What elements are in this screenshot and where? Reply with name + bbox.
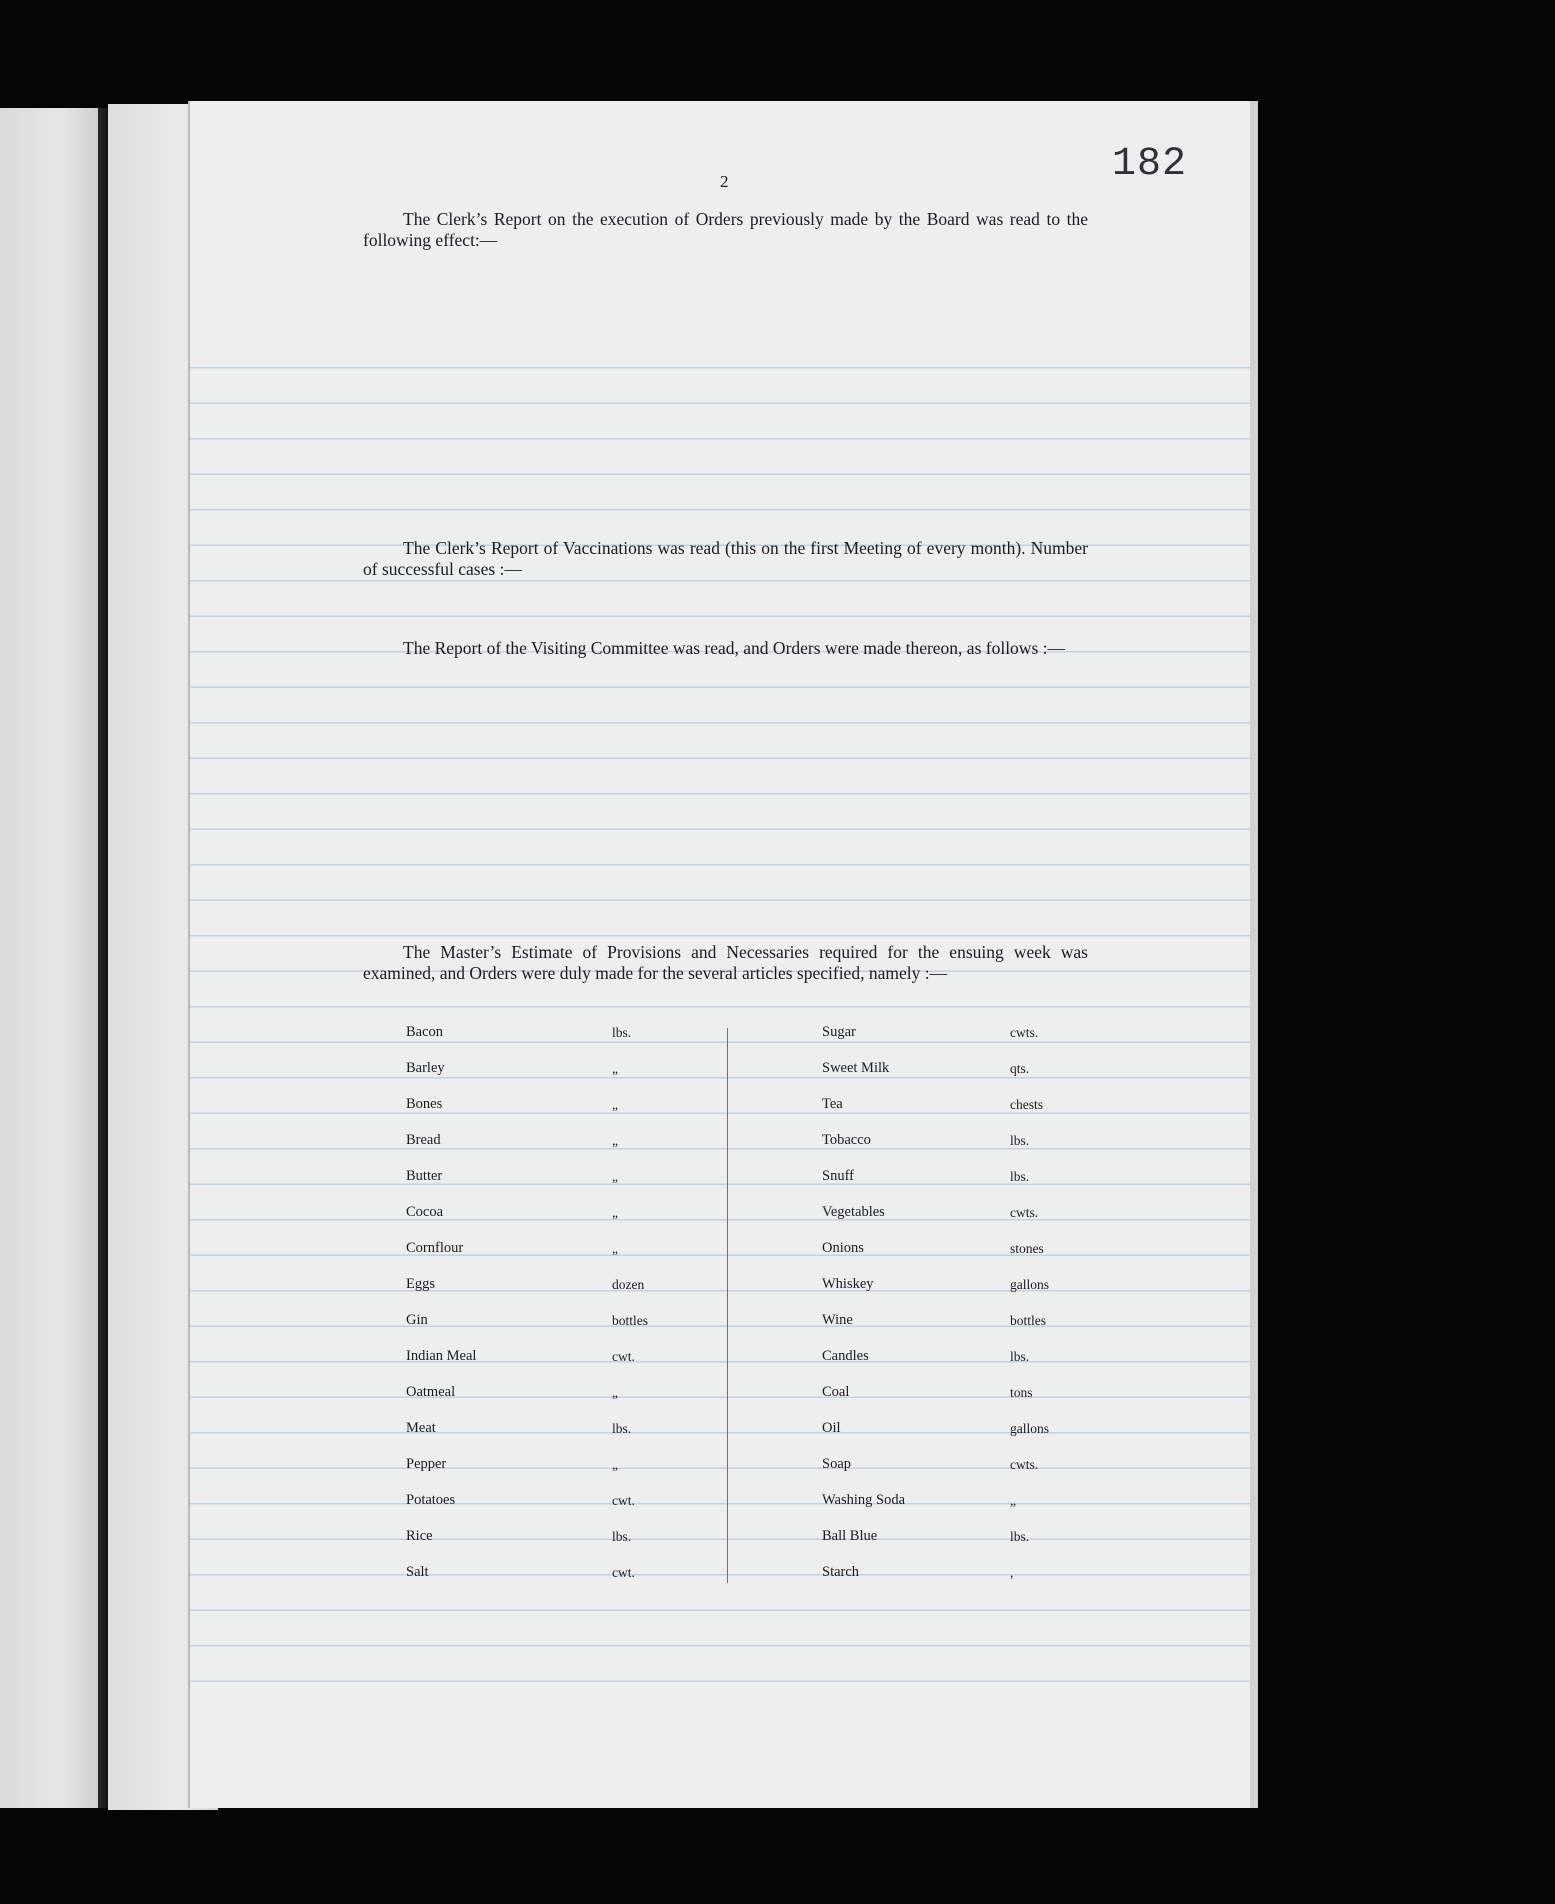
provision-item: Sweet Milk <box>822 1060 890 1076</box>
provision-item: Rice <box>406 1528 433 1544</box>
provision-item: Tobacco <box>822 1132 871 1148</box>
provision-unit: cwt. <box>612 1493 635 1508</box>
clerk-orders-report: The Clerk’s Report on the execution of Orders previously made by the Board was read to the following effect:— <box>363 209 1088 250</box>
provision-unit: „ <box>612 1169 618 1184</box>
provision-unit: lbs. <box>1010 1133 1030 1148</box>
provision-item: Soap <box>822 1456 851 1472</box>
provision-item: Starch <box>822 1564 860 1580</box>
provision-unit: chests <box>1010 1097 1043 1112</box>
provision-item: Indian Meal <box>406 1348 477 1364</box>
provision-unit: bottles <box>612 1313 648 1328</box>
provision-item: Tea <box>822 1096 843 1112</box>
provision-unit: lbs. <box>612 1421 632 1436</box>
provision-unit: gallons <box>1010 1421 1049 1436</box>
provision-unit: gallons <box>1010 1277 1049 1292</box>
provision-item: Salt <box>406 1564 429 1580</box>
page-edge <box>1250 101 1258 1808</box>
provision-item: Pepper <box>406 1456 447 1472</box>
provision-item: Whiskey <box>822 1276 874 1292</box>
provision-item: Butter <box>406 1168 443 1184</box>
provision-item: Oil <box>822 1420 841 1436</box>
provision-item: Cocoa <box>406 1204 444 1220</box>
provision-item: Bones <box>406 1096 443 1112</box>
provision-item: Cornflour <box>406 1240 464 1256</box>
provision-item: Vegetables <box>822 1204 885 1220</box>
provision-item: Bacon <box>406 1024 444 1040</box>
folio-number: 182 <box>1112 142 1188 187</box>
provision-item: Washing Soda <box>822 1492 906 1508</box>
provision-unit: bottles <box>1010 1313 1046 1328</box>
provision-unit: lbs. <box>1010 1529 1030 1544</box>
provision-unit: cwt. <box>612 1349 635 1364</box>
vaccinations-report: The Clerk’s Report of Vaccinations was read (this on the first Meeting of every month). Number of successful cases :— <box>363 538 1088 579</box>
provision-item: Potatoes <box>406 1492 456 1508</box>
provision-unit: „ <box>612 1241 618 1256</box>
book-gutter <box>98 108 108 1808</box>
provision-unit: , <box>1010 1565 1014 1580</box>
provision-unit: dozen <box>612 1277 645 1292</box>
provision-unit: „ <box>612 1385 618 1400</box>
provision-unit: „ <box>612 1133 618 1148</box>
provision-unit: lbs. <box>612 1025 632 1040</box>
provision-unit: tons <box>1010 1385 1033 1400</box>
provision-item: Bread <box>406 1132 441 1148</box>
provision-unit: cwt. <box>612 1565 635 1580</box>
provision-unit: „ <box>612 1457 618 1472</box>
provision-item: Snuff <box>822 1168 854 1184</box>
master-estimate-intro: The Master’s Estimate of Provisions and Necessaries required for the ensuing week was examined, and Orders were duly made for the several articles specified, namely :— <box>363 942 1088 983</box>
provision-unit: cwts. <box>1010 1457 1039 1472</box>
provision-item: Oatmeal <box>406 1384 456 1400</box>
provision-item: Barley <box>406 1060 445 1076</box>
provision-item: Eggs <box>406 1276 435 1292</box>
provision-unit: „ <box>1010 1493 1016 1508</box>
provision-unit: cwts. <box>1010 1025 1039 1040</box>
column-divider <box>727 1028 728 1583</box>
page-number: 2 <box>720 172 729 191</box>
provision-unit: lbs. <box>1010 1349 1030 1364</box>
provision-item: Ball Blue <box>822 1528 878 1544</box>
provision-item: Coal <box>822 1384 850 1400</box>
facing-page <box>0 108 98 1808</box>
provision-item: Onions <box>822 1240 864 1256</box>
provision-item: Candles <box>822 1348 869 1364</box>
provision-unit: lbs. <box>612 1529 632 1544</box>
provision-item: Gin <box>406 1312 428 1328</box>
provision-unit: „ <box>612 1061 618 1076</box>
provision-unit: stones <box>1010 1241 1044 1256</box>
provision-unit: lbs. <box>1010 1169 1030 1184</box>
provision-item: Wine <box>822 1312 853 1328</box>
visiting-committee-report: The Report of the Visiting Committee was read, and Orders were made thereon, as follows :— <box>403 638 1065 658</box>
provision-item: Meat <box>406 1420 436 1436</box>
provision-item: Sugar <box>822 1024 856 1040</box>
provision-unit: cwts. <box>1010 1205 1039 1220</box>
provision-unit: „ <box>612 1097 618 1112</box>
provision-unit: „ <box>612 1205 618 1220</box>
provision-unit: qts. <box>1010 1061 1030 1076</box>
